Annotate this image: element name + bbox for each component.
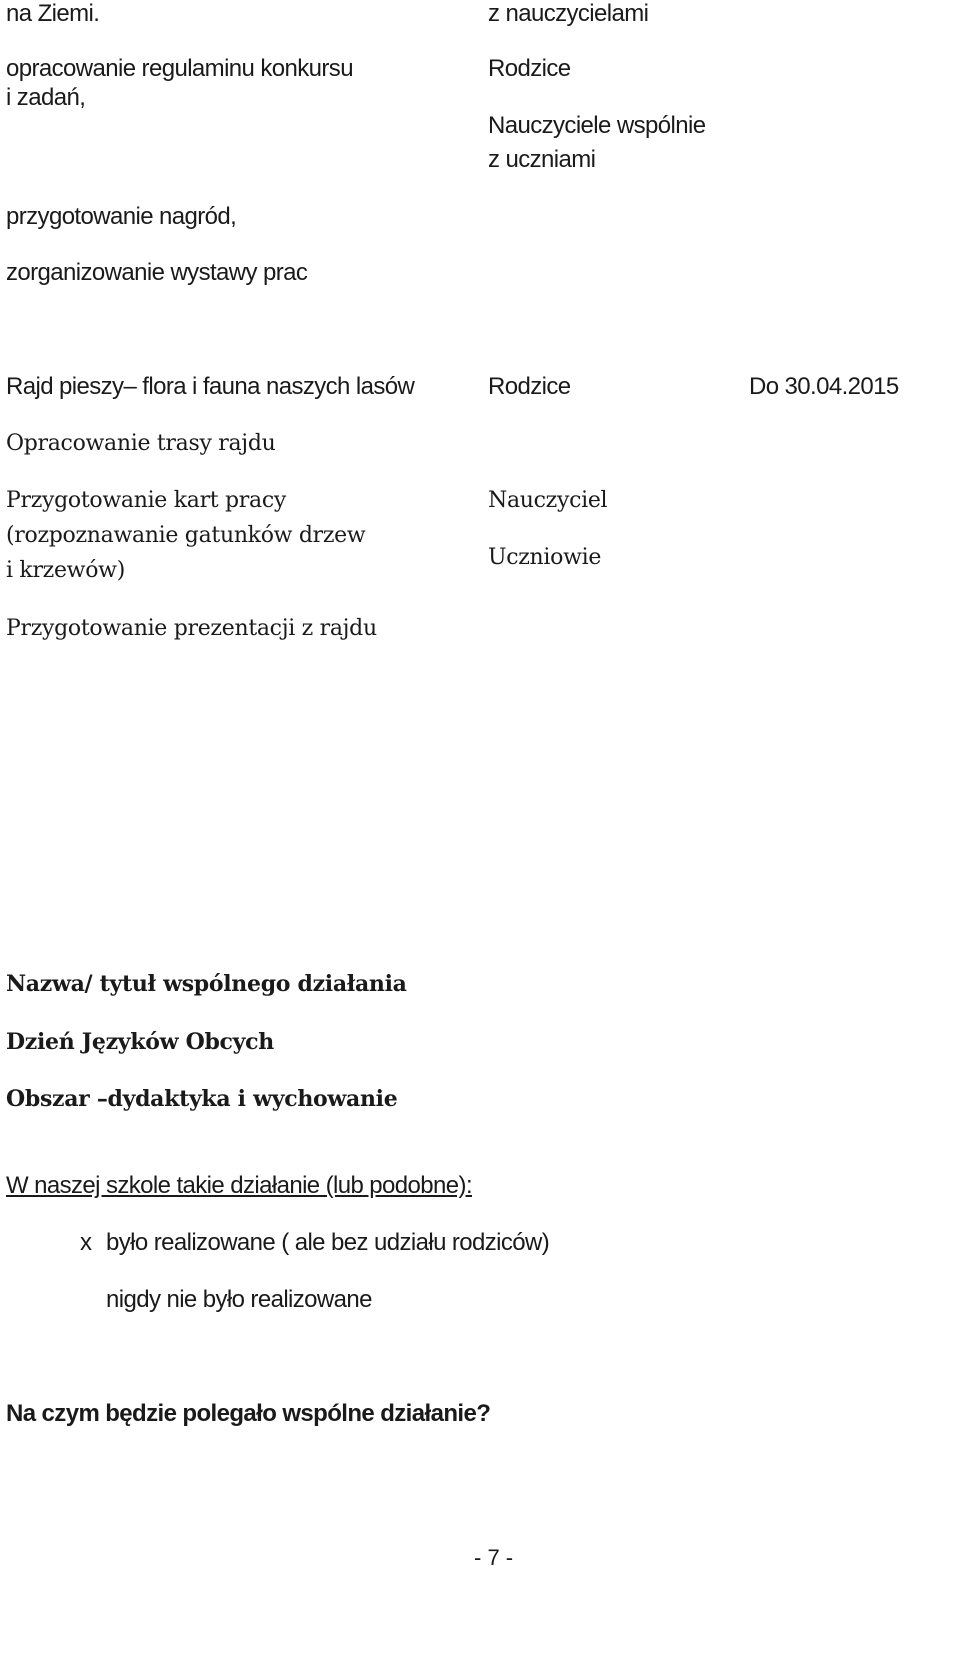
text-activity-heading: Nazwa/ tytuł wspólnego działania bbox=[6, 971, 407, 997]
text-final-question: Na czym będzie polegało wspólne działanie? bbox=[6, 1400, 491, 1427]
text-i-zadan: i zadań, bbox=[6, 84, 86, 111]
text-rozpoznawanie: (rozpoznawanie gatunków drzew bbox=[6, 523, 366, 548]
text-question: W naszej szkole takie działanie (lub podobne): bbox=[6, 1172, 473, 1199]
text-i-krzewow: i krzewów) bbox=[6, 558, 125, 583]
text-na-ziemi: na Ziemi. bbox=[6, 0, 100, 27]
text-przygotowanie-nagrod: przygotowanie nagród, bbox=[6, 203, 237, 230]
text-nauczyciel: Nauczyciel bbox=[488, 488, 608, 513]
text-deadline: Do 30.04.2015 bbox=[749, 373, 899, 400]
text-przygotowanie-kart: Przygotowanie kart pracy bbox=[6, 488, 286, 513]
text-opracowanie-regulaminu: opracowanie regulaminu konkursu bbox=[6, 55, 353, 82]
text-zorganizowanie-wystawy: zorganizowanie wystawy prac bbox=[6, 259, 308, 286]
text-activity-area: Obszar –dydaktyka i wychowanie bbox=[6, 1086, 398, 1112]
text-rodzice-rajd: Rodzice bbox=[488, 373, 571, 400]
text-rodzice-top: Rodzice bbox=[488, 55, 571, 82]
text-opracowanie-trasy: Opracowanie trasy rajdu bbox=[6, 431, 276, 456]
text-activity-name: Dzień Języków Obcych bbox=[6, 1029, 274, 1055]
text-z-uczniami: z uczniami bbox=[488, 146, 596, 173]
text-z-nauczycielami: z nauczycielami bbox=[488, 0, 649, 27]
option-mark-x: x bbox=[80, 1229, 92, 1256]
text-option-realizowane: było realizowane ( ale bez udziału rodziców) bbox=[106, 1229, 550, 1256]
text-uczniowie: Uczniowie bbox=[488, 545, 602, 570]
text-option-nigdy: nigdy nie było realizowane bbox=[106, 1286, 372, 1313]
text-przygotowanie-prezentacji: Przygotowanie prezentacji z rajdu bbox=[6, 616, 377, 641]
text-rajd-title: Rajd pieszy– flora i fauna naszych lasów bbox=[6, 373, 415, 400]
text-nauczyciele-wspolnie: Nauczyciele wspólnie bbox=[488, 112, 706, 139]
page-number: - 7 - bbox=[474, 1545, 514, 1570]
